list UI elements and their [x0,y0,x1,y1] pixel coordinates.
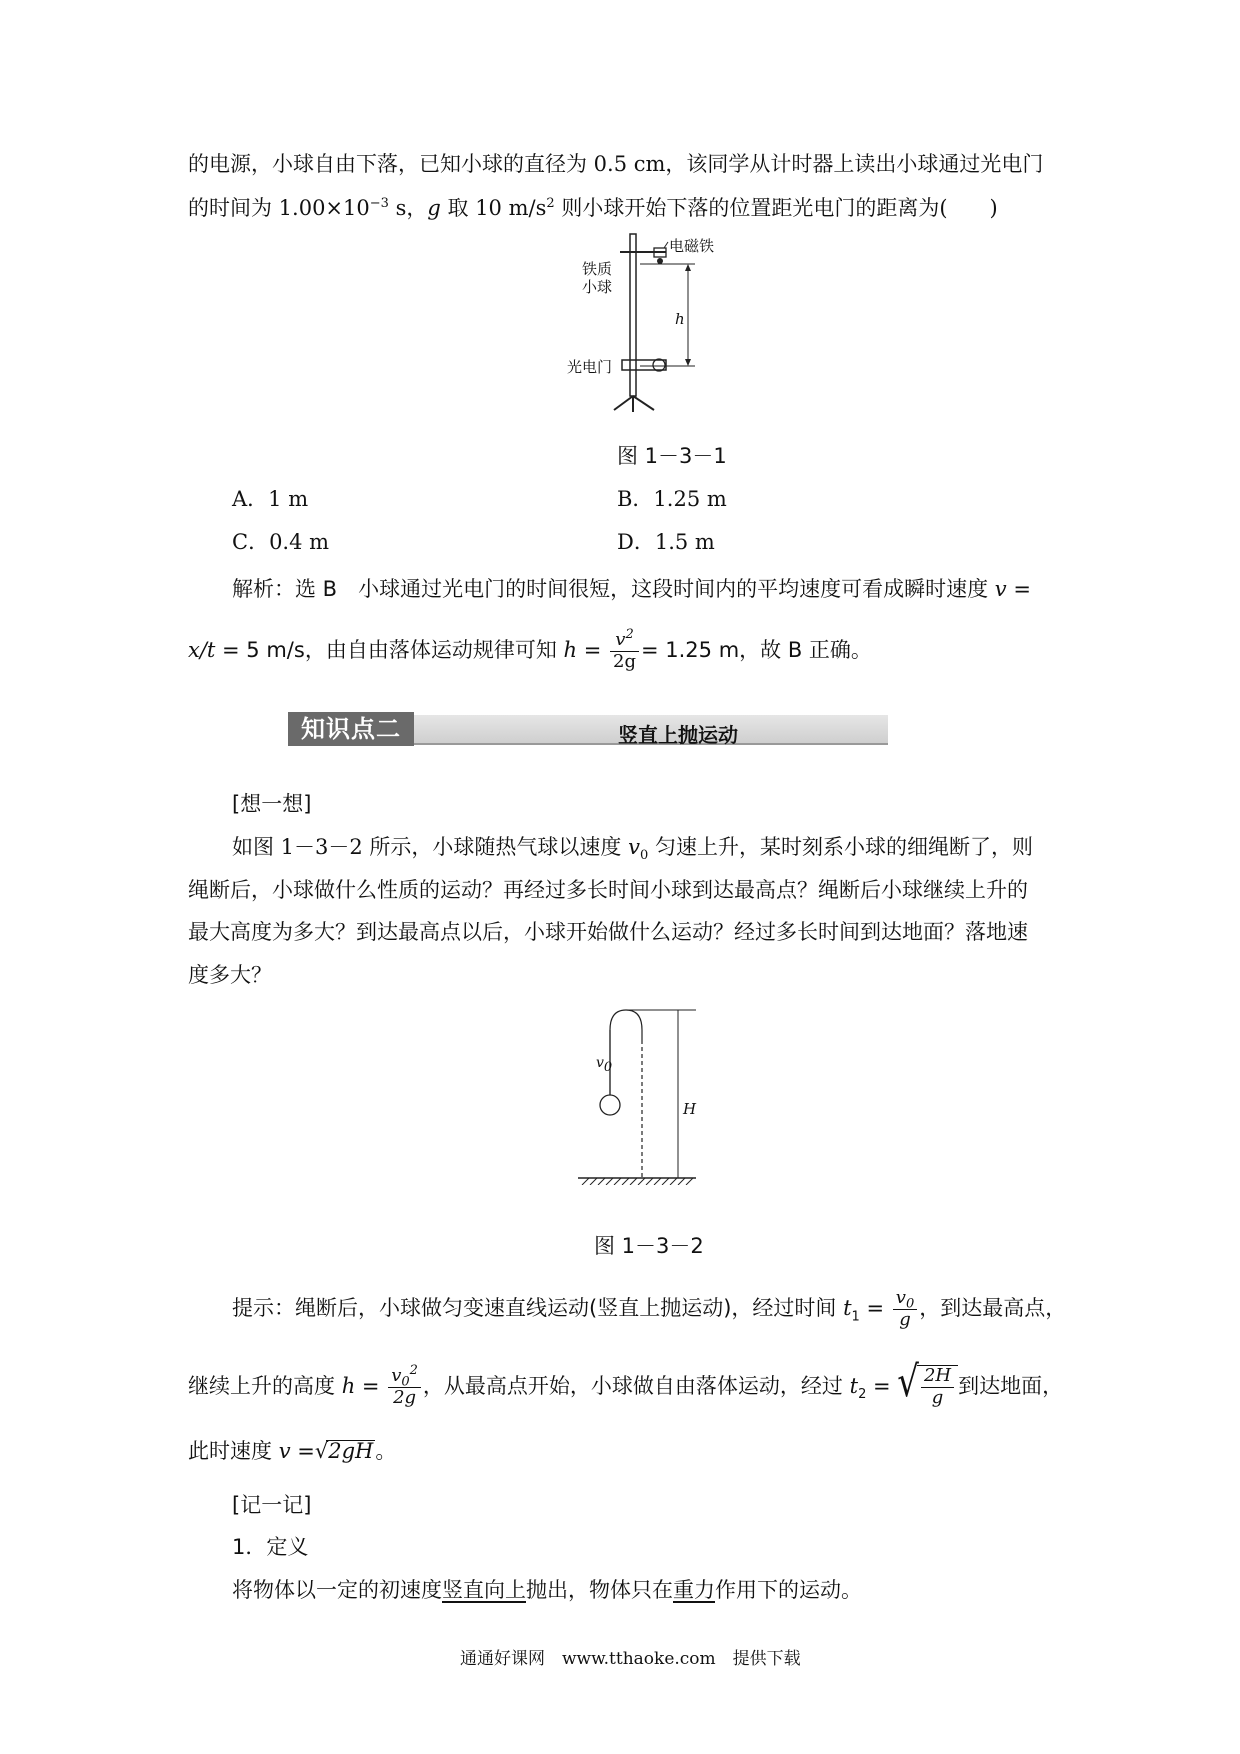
analysis-line-2: x/t = 5 m/s，由自由落体运动规律可知 h = $\frac{v^2}{2g}$ = 1.25 m，故 B 正确。 [188,627,872,672]
figure-2-caption: 图 1－3－2 [594,1234,704,1258]
question-line-2: 的时间为 $1.00\times 10^{-3}$ s，g 取 10 $m/s^2$ 则小球开始下落的位置距光电门的距离为( ) [188,196,998,220]
analysis-line-1: 解析：选 B 小球通过光电门的时间很短，这段时间内的平均速度可看成瞬时速度 v = [232,577,1031,601]
ground-hatching [582,1178,693,1185]
label-v0: $v_0$ [596,1055,613,1075]
option-d: D．1.5 m [617,530,715,554]
label-ball-2: 小球 [582,278,613,296]
remember-definition: 将物体以一定的初速度竖直向上抛出，物体只在重力作用下的运动。 [232,1578,862,1602]
fraction-v0sq-over-2g: $\frac{v_0^2}{2g}$ [388,1366,421,1408]
fraction-2H-over-g: $\frac{2H}{g}$ [921,1366,954,1408]
sqrt-sign: √ [897,1357,919,1407]
tripod-leg-right [633,396,654,410]
ball [600,1095,620,1115]
hint-line-3: 此时速度 v =√2gH。 [188,1439,397,1463]
footer-text: 通通好课网 www.tthaoke.com 提供下载 [460,1649,801,1669]
hint-line-2: 继续上升的高度 h = $\frac{v_0^2}{2g}$ ，从最高点开始，小球做自由落体运动，经过 $t_2$ = √ $\frac{2H}{g}$ 到达地面， [188,1357,1064,1408]
remember-item-1: 1．定义 [232,1535,309,1559]
option-b: B．1.25 m [617,487,727,511]
fraction-v0-over-g: $\frac{v_0}{g}$ [893,1288,917,1330]
label-H: H [683,1100,697,1118]
figure-1-caption: 图 1－3－1 [617,444,727,468]
fraction-v2-over-2g: $\frac{v^2}{2g}$ [610,630,639,672]
hint-line-1: 提示：绳断后，小球做匀变速直线运动(竖直上抛运动)，经过时间 $t_1$ = $\frac{v_0}{g}$ ，到达最高点， [232,1287,1067,1330]
figure-2-drawing [570,1000,720,1185]
think-para-4: 度多大？ [188,963,272,987]
tripod-leg-left [614,396,633,410]
option-a: A．1 m [232,487,309,511]
label-magnet: 电磁铁 [669,237,715,255]
section-banner [288,712,888,748]
section-tag: 知识点二 [288,712,414,746]
think-heading: [想一想] [232,792,312,816]
rope-solid [610,1010,642,1178]
think-para-1: 如图 1－3－2 所示，小球随热气球以速度 $v_0$ 匀速上升，某时刻系小球的细绳断了，则 [232,835,1033,864]
label-photogate: 光电门 [567,358,613,376]
figure-2-balloon [570,1000,720,1185]
think-para-2: 绳断后，小球做什么性质的运动？再经过多长时间小球到达最高点？绳断后小球继续上升的 [188,878,1028,902]
question-line-1: 的电源，小球自由下落，已知小球的直径为 0.5 cm，该同学从计时器上读出小球通过光电门 [188,152,1044,176]
label-h: h [675,310,685,328]
remember-heading: [记一记] [232,1493,312,1517]
iron-ball [657,258,663,264]
stand-pole [630,234,636,396]
think-para-3: 最大高度为多大？到达最高点以后，小球开始做什么运动？经过多长时间到达地面？落地速 [188,920,1028,944]
section-title: 竖直上抛运动 [618,723,738,747]
photogate [622,360,666,370]
option-c: C．0.4 m [232,530,330,554]
label-ball-1: 铁质 [582,260,613,278]
